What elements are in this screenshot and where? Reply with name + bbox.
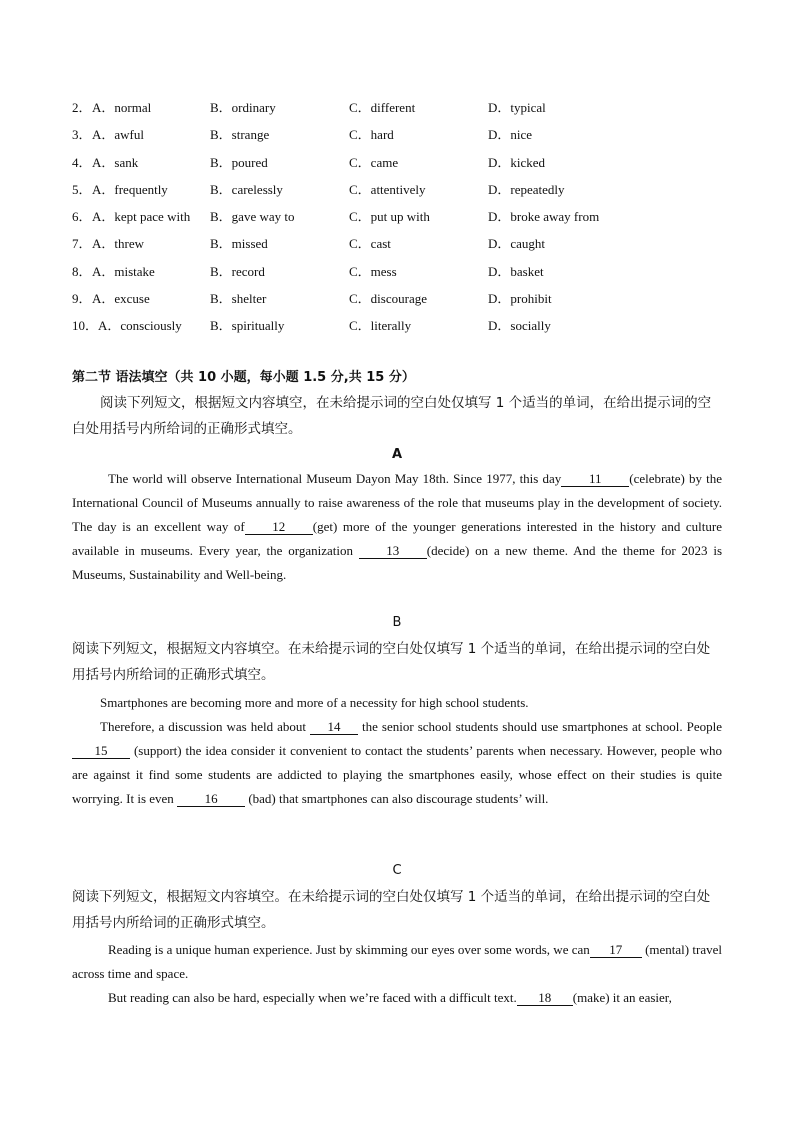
section-heading: 第二节 语法填空（共 10 小题，每小题 1.5 分,共 15 分） <box>72 370 415 385</box>
question-number: 3． <box>72 127 92 142</box>
blank-12[interactable]: 12 <box>245 520 313 535</box>
passage-b-instruction: 阅读下列短文，根据短文内容填空。在未给提示词的空白处仅填写 1 个适当的单词，在给出提示词的空白处用括号内所给词的正确形式填空。 <box>72 641 711 683</box>
option-a: A．threw <box>92 236 144 251</box>
option-row-8 <box>72 261 712 281</box>
option-c: C．mess <box>349 264 397 279</box>
question-number: 2． <box>72 100 92 115</box>
passage-text: the senior school students should use smartphones at school. People <box>362 719 722 734</box>
question-number: 8． <box>72 264 92 279</box>
passage-text: (get) more of the younger generations interested in the history and culture available in museums. Every year, the organization <box>72 519 722 558</box>
passage-c-instruction: 阅读下列短文，根据短文内容填空。在未给提示词的空白处仅填写 1 个适当的单词，在给出提示词的空白处用括号内所给词的正确形式填空。 <box>72 889 711 931</box>
option-d: D．typical <box>488 100 546 115</box>
passage-c-para-1 <box>72 938 722 986</box>
blank-13[interactable]: 13 <box>359 544 427 559</box>
question-number: 7． <box>72 236 92 251</box>
passage-text: (decide) on a new theme. And the theme for 2023 is Museums, Sustainability and Well-being. <box>72 543 723 582</box>
option-c: C．different <box>349 100 416 115</box>
question-number: 9． <box>72 291 92 306</box>
option-row-5 <box>72 179 712 199</box>
option-a: A．sank <box>92 155 139 170</box>
option-b: B．spiritually <box>210 318 285 333</box>
passage-text: Therefore, a discussion was held about <box>100 719 306 734</box>
option-c: C．cast <box>349 236 391 251</box>
option-row-9 <box>72 288 712 308</box>
passage-text: (make) it an easier, <box>572 990 672 1005</box>
passage-a-letter: A <box>391 447 403 462</box>
option-a: A．normal <box>92 100 152 115</box>
option-a: A．mistake <box>92 264 155 279</box>
passage-text: But reading can also be hard, especially when we’re faced with a difficult text. <box>108 990 517 1005</box>
option-c: C．discourage <box>349 291 427 306</box>
option-b: B．strange <box>210 127 270 142</box>
blank-17[interactable]: 17 <box>590 943 642 958</box>
option-a: A．excuse <box>92 291 150 306</box>
option-c: C．literally <box>349 318 412 333</box>
passage-text: Reading is a unique human experience. Just by skimming our eyes over some words, we can <box>108 942 590 957</box>
blank-15[interactable]: 15 <box>72 744 130 759</box>
option-b: B．carelessly <box>210 182 283 197</box>
passage-c-letter: C <box>392 863 402 878</box>
passage-b-para-1: Smartphones are becoming more and more of a necessity for high school students. <box>100 695 529 710</box>
passage-b-letter: B <box>392 615 402 630</box>
option-a: A．consciously <box>98 318 182 333</box>
option-b: B．poured <box>210 155 268 170</box>
option-d: D．kicked <box>488 155 546 170</box>
blank-18[interactable]: 18 <box>517 991 573 1006</box>
question-number: 6． <box>72 209 92 224</box>
blank-11[interactable]: 11 <box>561 472 629 487</box>
option-d: D．repeatedly <box>488 182 565 197</box>
option-b: B．shelter <box>210 291 267 306</box>
option-a: A．awful <box>92 127 144 142</box>
passage-c-para-2 <box>72 986 722 1010</box>
option-d: D．basket <box>488 264 544 279</box>
question-number: 10． <box>72 318 99 333</box>
question-number: 4． <box>72 155 92 170</box>
option-d: D．broke away from <box>488 209 600 224</box>
option-c: C．put up with <box>349 209 430 224</box>
option-c: C．came <box>349 155 399 170</box>
option-d: D．socially <box>488 318 551 333</box>
option-row-7 <box>72 233 712 253</box>
passage-text: (support) the idea consider it convenient to contact the students’ parents when necessary. However, people who are against it find some students are addicted to playing the smartphones easily, whose effect on their studies is quite worrying. It is even <box>72 743 722 806</box>
option-d: D．caught <box>488 236 546 251</box>
option-row-4 <box>72 152 712 172</box>
blank-14[interactable]: 14 <box>310 720 358 735</box>
option-d: D．nice <box>488 127 533 142</box>
option-row-6 <box>72 206 712 226</box>
passage-a-text <box>72 467 722 587</box>
passage-text: The world will observe International Museum Dayon May 18th. Since 1977, this day <box>108 471 562 486</box>
passage-text: (bad) that smartphones can also discourage students’ will. <box>248 791 549 806</box>
option-b: B．missed <box>210 236 268 251</box>
option-a: A．kept pace with <box>92 209 191 224</box>
passage-text: (celebrate) by the International Council of Museums annually to raise awareness of the role that museums play in the development of society. The day is an excellent way of <box>72 471 722 534</box>
section-instruction: 阅读下列短文，根据短文内容填空，在未给提示词的空白处仅填写 1 个适当的单词，在给出提示词的空白处用括号内所给词的正确形式填空。 <box>72 395 712 437</box>
option-c: C．attentively <box>349 182 426 197</box>
option-d: D．prohibit <box>488 291 552 306</box>
question-number: 5． <box>72 182 92 197</box>
passage-text: (mental) travel across time and space. <box>72 942 723 981</box>
option-row-2 <box>72 97 712 117</box>
option-b: B．gave way to <box>210 209 295 224</box>
option-row-3 <box>72 124 712 144</box>
blank-16[interactable]: 16 <box>177 792 245 807</box>
option-b: B．record <box>210 264 265 279</box>
option-a: A．frequently <box>92 182 168 197</box>
passage-b-para-2 <box>72 715 722 811</box>
option-b: B．ordinary <box>210 100 276 115</box>
option-c: C．hard <box>349 127 394 142</box>
option-row-10 <box>72 315 712 335</box>
